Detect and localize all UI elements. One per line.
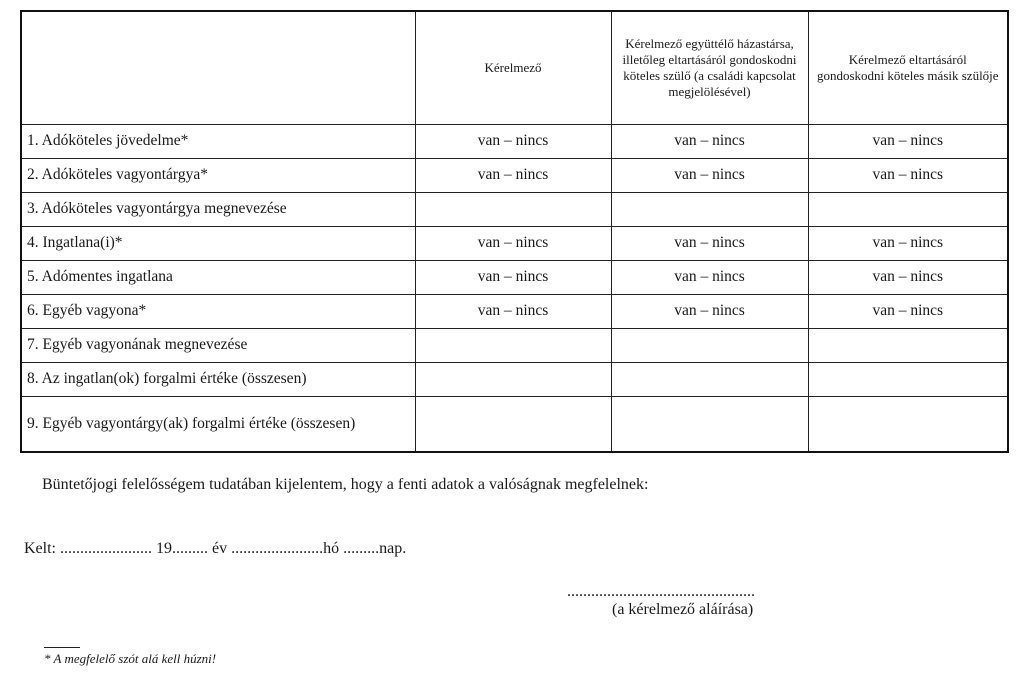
applicant-cell[interactable]: van – nincs bbox=[415, 226, 611, 260]
header-spouse-or-parent: Kérelmező együttélő házastársa, illetőleg eltartásáról gondoskodni köteles szülő (a családi kapcsolat megjelölésével) bbox=[611, 11, 808, 124]
applicant-cell[interactable]: van – nincs bbox=[415, 158, 611, 192]
spouse-cell[interactable]: van – nincs bbox=[611, 124, 808, 158]
other-parent-cell[interactable]: van – nincs bbox=[808, 158, 1008, 192]
row-label: 5. Adómentes ingatlana bbox=[21, 260, 415, 294]
footnote-divider bbox=[44, 647, 80, 648]
header-applicant: Kérelmező bbox=[415, 11, 611, 124]
table-row bbox=[21, 158, 1008, 192]
row-label: 4. Ingatlana(i)* bbox=[21, 226, 415, 260]
table-row bbox=[21, 124, 1008, 158]
signature-label: (a kérelmező aláírása) bbox=[612, 601, 754, 618]
other-parent-cell[interactable] bbox=[808, 328, 1008, 362]
other-parent-cell[interactable]: van – nincs bbox=[808, 260, 1008, 294]
row-label: 7. Egyéb vagyonának megnevezése bbox=[21, 328, 415, 362]
spouse-cell[interactable]: van – nincs bbox=[611, 260, 808, 294]
table-row bbox=[21, 192, 1008, 226]
spouse-cell[interactable]: van – nincs bbox=[611, 158, 808, 192]
other-parent-cell[interactable]: van – nincs bbox=[808, 226, 1008, 260]
other-parent-cell[interactable] bbox=[808, 192, 1008, 226]
table-row bbox=[21, 362, 1008, 396]
applicant-cell[interactable] bbox=[415, 396, 611, 452]
applicant-cell[interactable]: van – nincs bbox=[415, 294, 611, 328]
spouse-cell[interactable] bbox=[611, 328, 808, 362]
spouse-cell[interactable] bbox=[611, 362, 808, 396]
row-label: 3. Adóköteles vagyontárgya megnevezése bbox=[21, 192, 415, 226]
row-label: 9. Egyéb vagyontárgy(ak) forgalmi értéke (összesen) bbox=[21, 396, 415, 452]
applicant-cell[interactable] bbox=[415, 328, 611, 362]
table-row bbox=[21, 226, 1008, 260]
declaration-statement: Büntetőjogi felelősségem tudatában kijelentem, hogy a fenti adatok a valóságnak megfelelnek: bbox=[42, 476, 649, 493]
other-parent-cell[interactable] bbox=[808, 396, 1008, 452]
row-label: 2. Adóköteles vagyontárgya* bbox=[21, 158, 415, 192]
applicant-cell[interactable]: van – nincs bbox=[415, 260, 611, 294]
footnote: * A megfelelő szót alá kell húzni! bbox=[44, 651, 217, 666]
row-label: 8. Az ingatlan(ok) forgalmi értéke (összesen) bbox=[21, 362, 415, 396]
asset-declaration-table bbox=[20, 10, 1009, 453]
other-parent-cell[interactable]: van – nincs bbox=[808, 294, 1008, 328]
spouse-cell[interactable]: van – nincs bbox=[611, 294, 808, 328]
spouse-cell[interactable] bbox=[611, 192, 808, 226]
other-parent-cell[interactable] bbox=[808, 362, 1008, 396]
applicant-cell[interactable] bbox=[415, 362, 611, 396]
row-label: 6. Egyéb vagyona* bbox=[21, 294, 415, 328]
other-parent-cell[interactable]: van – nincs bbox=[808, 124, 1008, 158]
table-row bbox=[21, 294, 1008, 328]
spouse-cell[interactable]: van – nincs bbox=[611, 226, 808, 260]
table-row bbox=[21, 328, 1008, 362]
applicant-cell[interactable]: van – nincs bbox=[415, 124, 611, 158]
date-field-line[interactable]: Kelt: ....................... 19......... év .......................hó .........nap. bbox=[24, 540, 407, 557]
spouse-cell[interactable] bbox=[611, 396, 808, 452]
signature-line[interactable]: ............................................... bbox=[567, 583, 755, 600]
table-header-row bbox=[21, 11, 1008, 124]
applicant-cell[interactable] bbox=[415, 192, 611, 226]
table-row bbox=[21, 260, 1008, 294]
table-row bbox=[21, 396, 1008, 452]
header-other-parent: Kérelmező eltartásáról gondoskodni köteles másik szülője bbox=[808, 11, 1008, 124]
header-corner bbox=[21, 11, 415, 124]
row-label: 1. Adóköteles jövedelme* bbox=[21, 124, 415, 158]
